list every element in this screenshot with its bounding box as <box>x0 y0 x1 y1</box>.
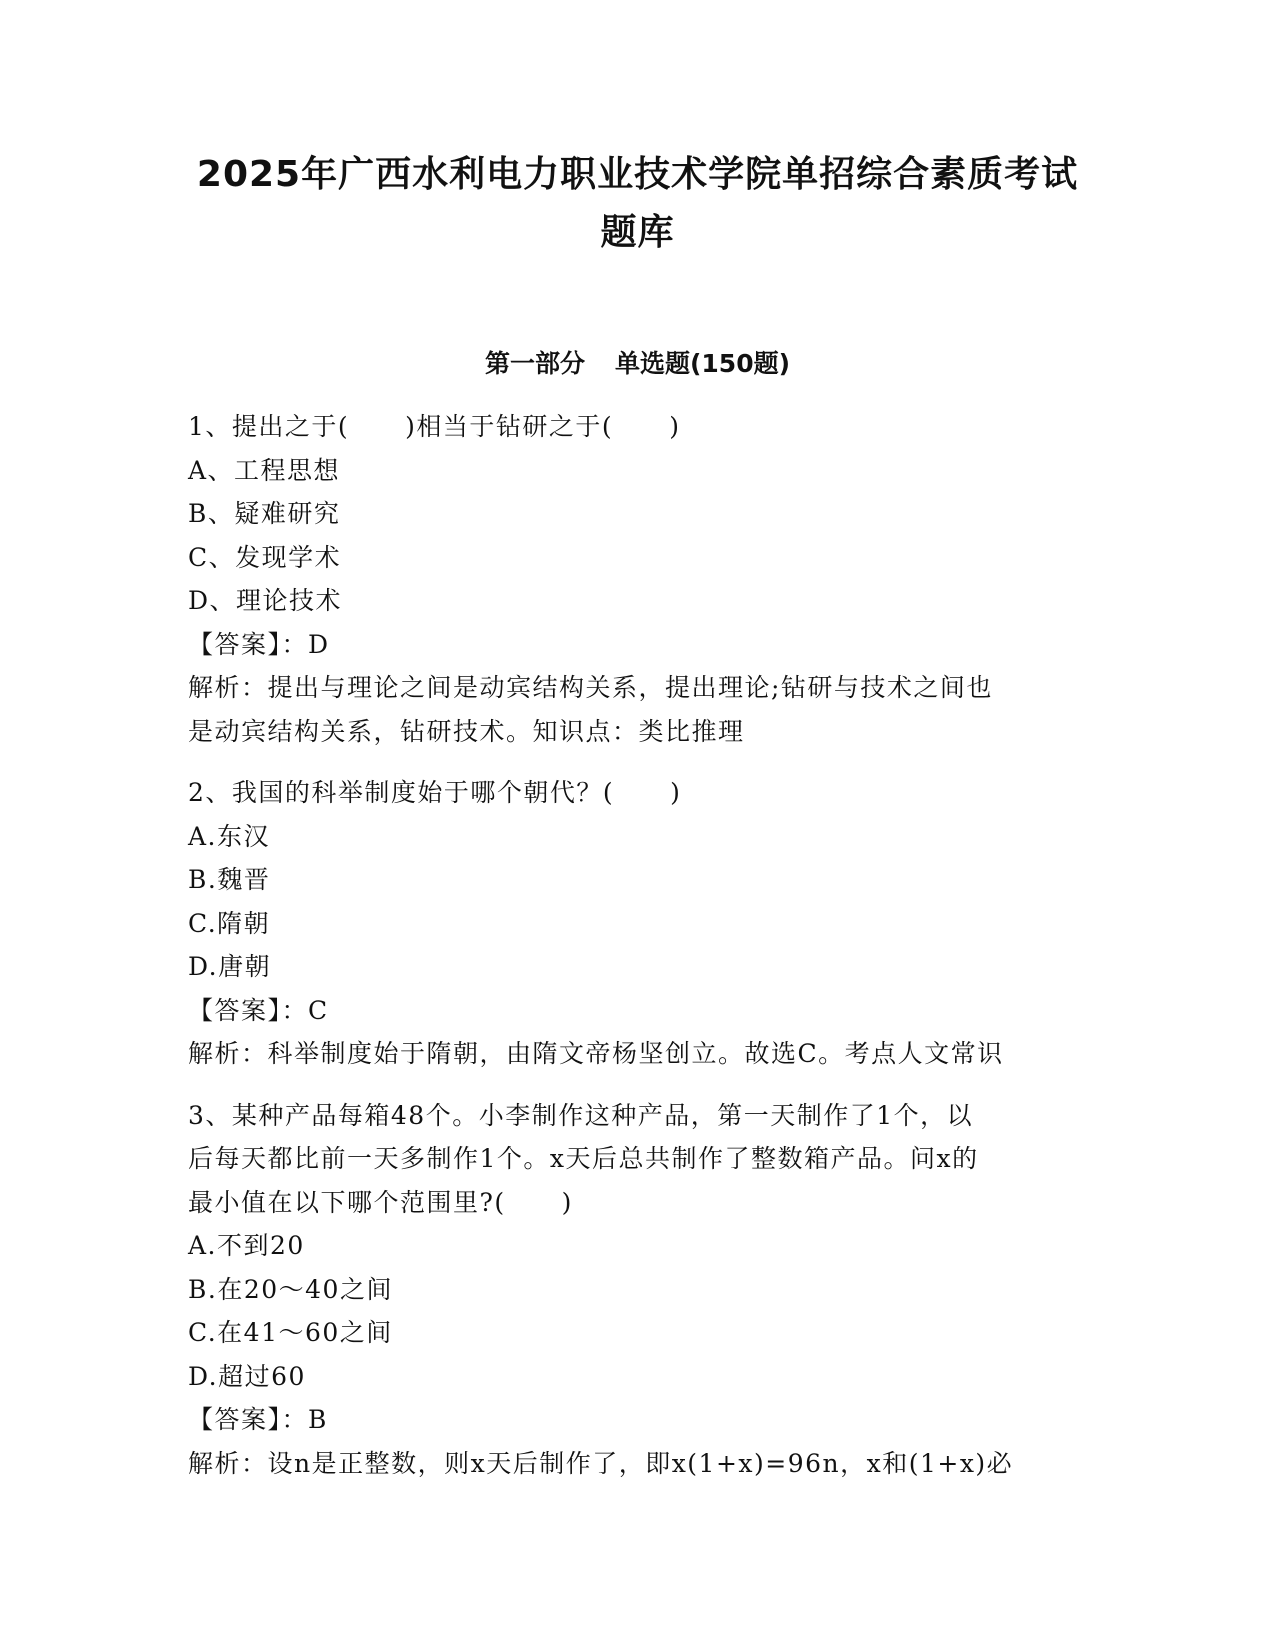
title-line-1: 2025年广西水利电力职业技术学院单招综合素质考试 <box>196 154 1079 195</box>
title-line-2: 题库 <box>600 212 675 253</box>
question-stem-line: 3、某种产品每箱48个。小李制作这种产品，第一天制作了1个，以 <box>188 1100 974 1130</box>
option-d: D、理论技术 <box>188 586 343 615</box>
option-a: A.东汉 <box>188 821 271 851</box>
question-stem: 2、我国的科举制度始于哪个朝代？( ) <box>188 778 682 807</box>
question-3 <box>188 1094 1088 1486</box>
document-title <box>150 146 1125 262</box>
analysis-line: 解析：提出与理论之间是动宾结构关系，提出理论;钻研与技术之间也 <box>188 673 993 702</box>
question-list <box>188 405 1088 1485</box>
section-name: 单选题(150题) <box>614 349 791 378</box>
option-b: B、疑难研究 <box>188 499 341 528</box>
section-heading <box>150 346 1125 382</box>
analysis-line: 解析：设n是正整数，则x天后制作了，即x(1+x)=96n，x和(1+x)必 <box>188 1448 1014 1478</box>
section-part: 第一部分 <box>484 349 585 378</box>
question-stem-line: 最小值在以下哪个范围里?( ) <box>188 1187 573 1217</box>
analysis-line: 是动宾结构关系，钻研技术。知识点：类比推理 <box>188 716 745 746</box>
option-c: C.隋朝 <box>188 908 271 938</box>
option-d: D.唐朝 <box>188 952 272 981</box>
answer: 【答案】：C <box>188 995 329 1025</box>
question-2 <box>188 771 1088 1076</box>
answer: 【答案】：B <box>188 1405 328 1434</box>
option-c: C、发现学术 <box>188 542 342 572</box>
question-stem-line: 后每天都比前一天多制作1个。x天后总共制作了整数箱产品。问x的 <box>188 1144 979 1173</box>
option-a: A.不到20 <box>188 1231 305 1260</box>
option-b: B.魏晋 <box>188 865 271 894</box>
option-d: D.超过60 <box>188 1361 306 1391</box>
question-stem: 1、提出之于( )相当于钻研之于( ) <box>188 412 681 441</box>
option-a: A、工程思想 <box>188 455 341 485</box>
option-b: B.在20～40之间 <box>188 1274 393 1304</box>
question-1 <box>188 405 1088 753</box>
analysis-line: 解析：科举制度始于隋朝，由隋文帝杨坚创立。故选C。考点人文常识 <box>188 1039 1004 1068</box>
option-c: C.在41～60之间 <box>188 1318 393 1347</box>
answer: 【答案】：D <box>188 629 330 659</box>
